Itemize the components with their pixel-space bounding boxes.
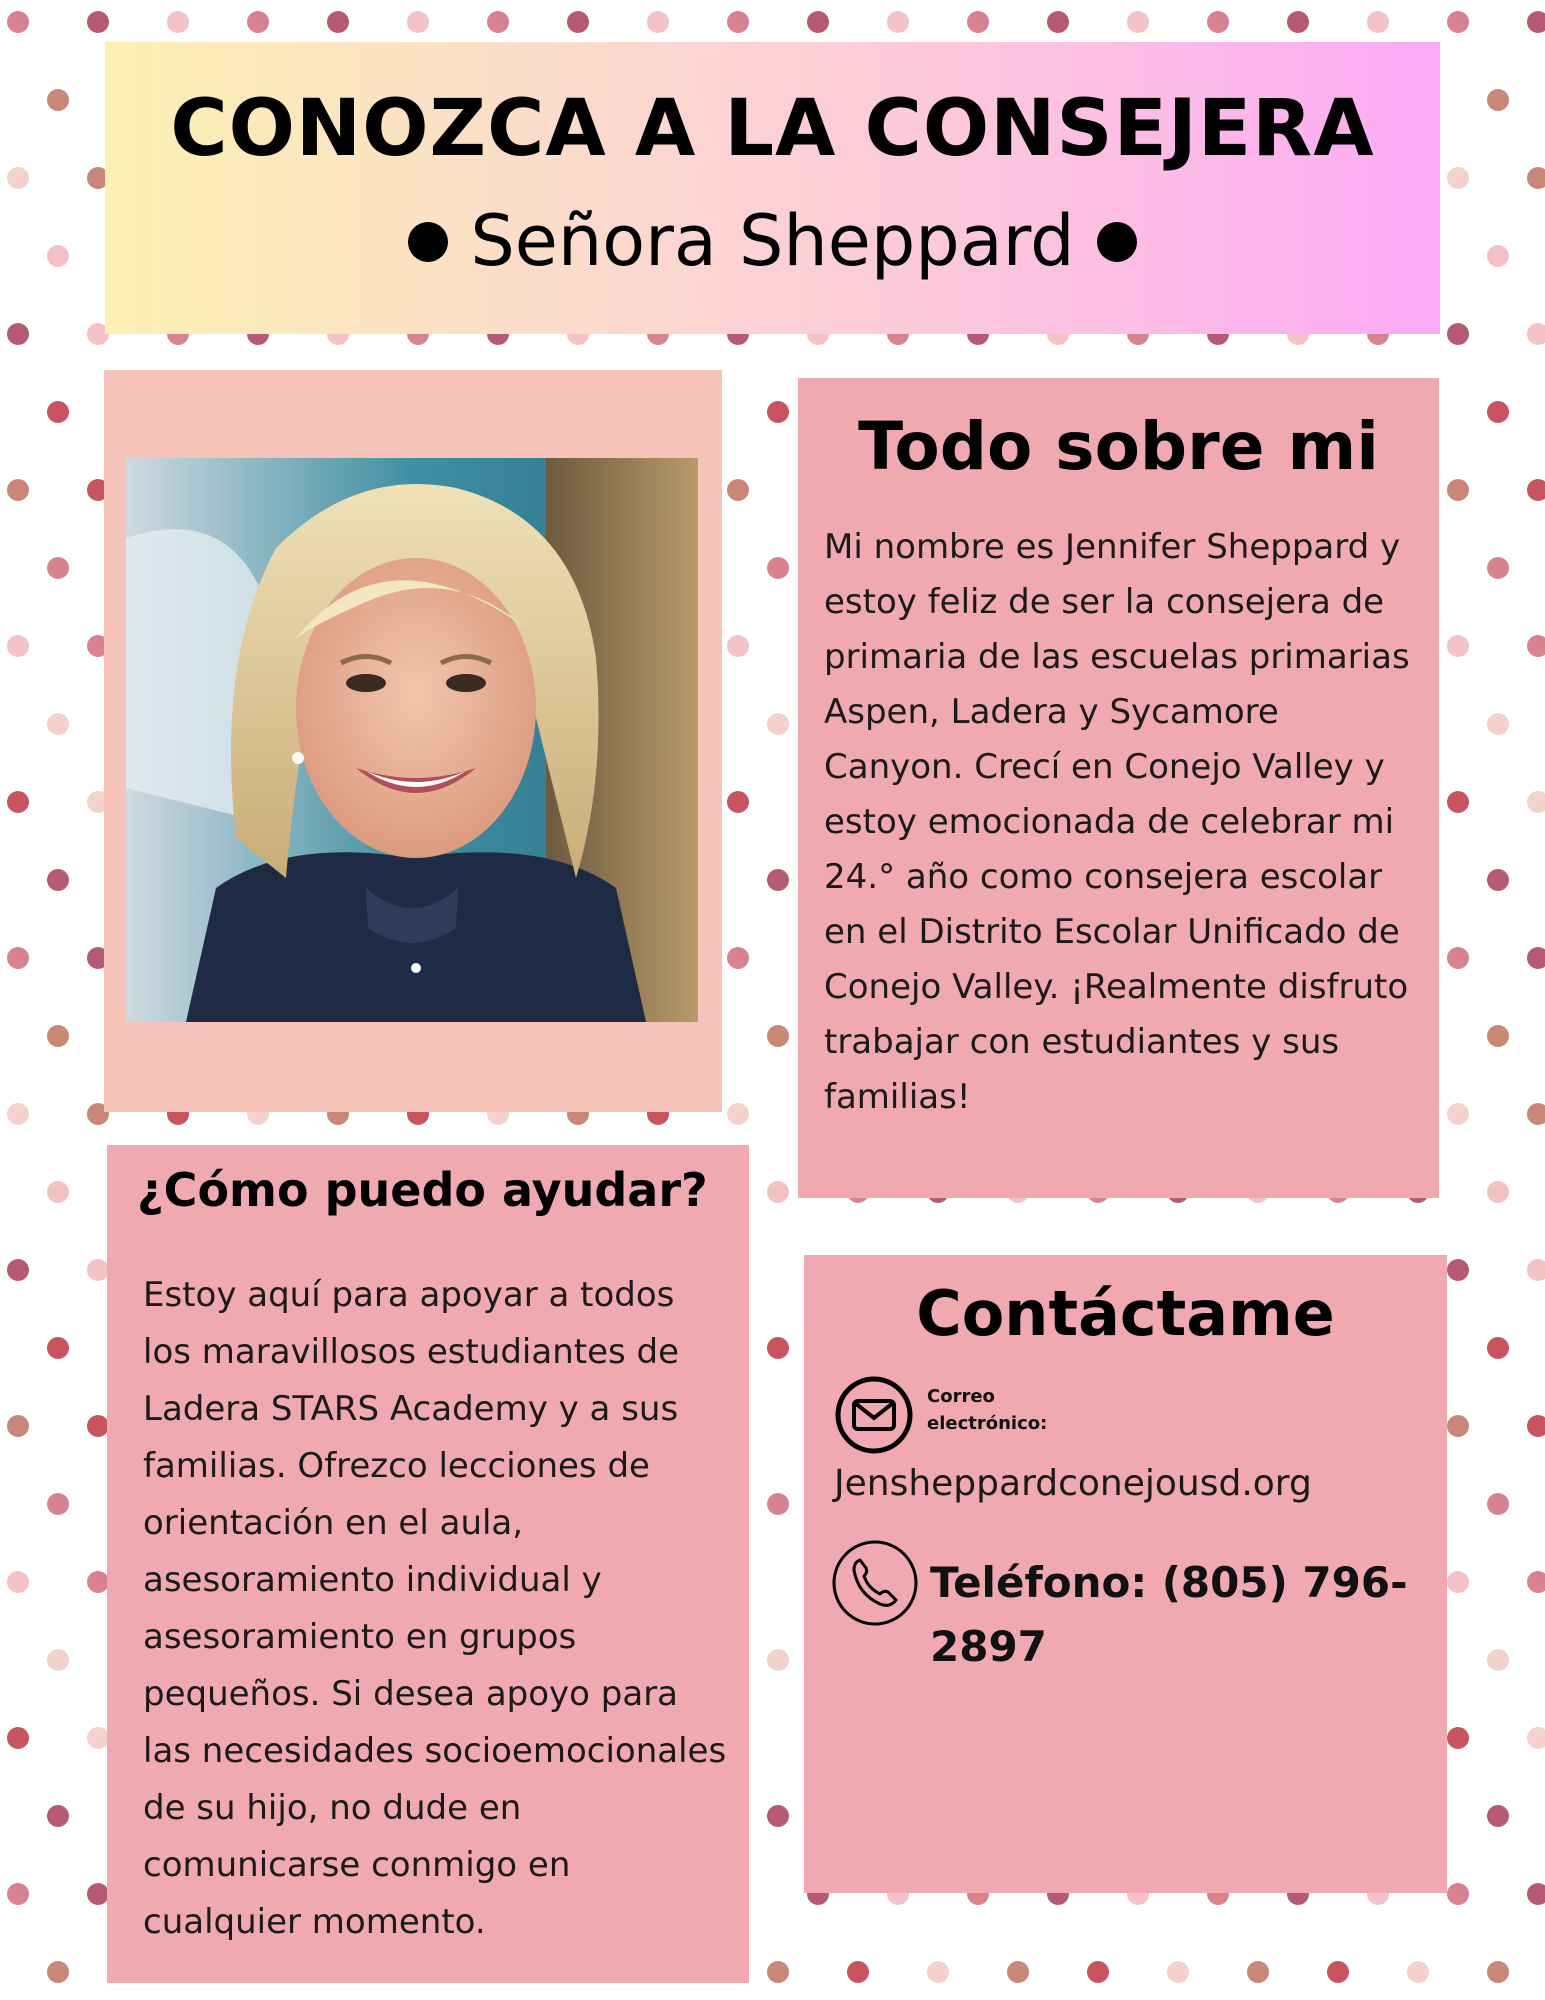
polka-dot [767, 1493, 789, 1515]
bullet-left-icon [408, 222, 448, 262]
polka-dot [1167, 1961, 1189, 1983]
polka-dot [47, 713, 69, 735]
polka-dot [767, 1337, 789, 1359]
photo-frame [104, 370, 722, 1112]
polka-dot [927, 1961, 949, 1983]
polka-dot [1527, 791, 1545, 813]
polka-dot [7, 323, 29, 345]
polka-dot [407, 11, 429, 33]
polka-dot [47, 245, 69, 267]
polka-dot [1527, 1727, 1545, 1749]
polka-dot [1447, 323, 1469, 345]
polka-dot [1487, 869, 1509, 891]
polka-dot [1487, 557, 1509, 579]
polka-dot [7, 791, 29, 813]
polka-dot [1487, 1181, 1509, 1203]
polka-dot [1407, 1961, 1429, 1983]
about-heading: Todo sobre mi [858, 408, 1379, 485]
polka-dot [327, 11, 349, 33]
polka-dot [767, 1649, 789, 1671]
polka-dot [1487, 245, 1509, 267]
polka-dot [47, 1337, 69, 1359]
polka-dot [1487, 1493, 1509, 1515]
polka-dot [167, 11, 189, 33]
counselor-name: Señora Sheppard [470, 200, 1075, 282]
polka-dot [767, 1961, 789, 1983]
polka-dot [1367, 11, 1389, 33]
polka-dot [1047, 11, 1069, 33]
polka-dot [7, 167, 29, 189]
polka-dot [7, 947, 29, 969]
polka-dot [47, 1493, 69, 1515]
bullet-right-icon [1097, 222, 1137, 262]
polka-dot [487, 11, 509, 33]
polka-dot [767, 1025, 789, 1047]
subtitle-row [105, 200, 1440, 282]
portrait-illustration [126, 458, 698, 1022]
about-body: Mi nombre es Jennifer Sheppard y estoy feliz de ser la consejera de primaria de las escuelas primarias Aspen, Ladera y Sycamore Canyon. Crecí en Conejo Valley y estoy emocionada de celebrar mi 24.° año como consejera escolar en el Distrito Escolar Unificado de Conejo Valley. ¡Realmente disfruto trabajar con estudiantes y sus familias! [824, 527, 1410, 1117]
polka-dot [47, 1181, 69, 1203]
polka-dot [1447, 1259, 1469, 1281]
polka-dot [7, 479, 29, 501]
polka-dot [767, 1181, 789, 1203]
polka-dot [727, 479, 749, 501]
polka-dot [7, 635, 29, 657]
page-title: CONOZCA A LA CONSEJERA [170, 84, 1375, 174]
polka-dot [1527, 1415, 1545, 1437]
about-me-panel [798, 378, 1439, 1198]
polka-dot [47, 1025, 69, 1047]
help-heading: ¿Cómo puedo ayudar? [137, 1163, 708, 1217]
phone-icon [830, 1538, 920, 1628]
email-address[interactable]: Jensheppardconejousd.org [834, 1463, 1312, 1504]
portrait-photo [126, 458, 698, 1022]
polka-dot [1207, 11, 1229, 33]
polka-dot [47, 1649, 69, 1671]
polka-dot [1007, 1961, 1029, 1983]
polka-dot [1487, 1649, 1509, 1671]
polka-dot [1487, 1805, 1509, 1827]
polka-dot [1487, 713, 1509, 735]
polka-dot [767, 557, 789, 579]
polka-dot [1447, 1727, 1469, 1749]
polka-dot [1447, 1415, 1469, 1437]
polka-dot [1487, 1025, 1509, 1047]
polka-dot [1527, 635, 1545, 657]
polka-dot [1527, 1103, 1545, 1125]
polka-dot [87, 1415, 109, 1437]
polka-dot [7, 1415, 29, 1437]
polka-dot [1487, 401, 1509, 423]
polka-dot [47, 1961, 69, 1983]
polka-dot [87, 11, 109, 33]
polka-dot [1527, 323, 1545, 345]
polka-dot [767, 869, 789, 891]
polka-dot [847, 1961, 869, 1983]
polka-dot [727, 1103, 749, 1125]
polka-dot [1527, 1259, 1545, 1281]
polka-dot [1447, 791, 1469, 813]
polka-dot [727, 791, 749, 813]
polka-dot [1087, 1961, 1109, 1983]
polka-dot [967, 11, 989, 33]
polka-dot [87, 1883, 109, 1905]
polka-dot [7, 1259, 29, 1281]
polka-dot [727, 947, 749, 969]
polka-dot [1527, 11, 1545, 33]
polka-dot [1527, 167, 1545, 189]
polka-dot [767, 1805, 789, 1827]
header-banner [105, 42, 1440, 334]
polka-dot [567, 11, 589, 33]
polka-dot [767, 713, 789, 735]
polka-dot [647, 11, 669, 33]
polka-dot [1527, 479, 1545, 501]
polka-dot [1447, 479, 1469, 501]
polka-dot [1447, 167, 1469, 189]
polka-dot [87, 1727, 109, 1749]
polka-dot [1447, 635, 1469, 657]
polka-dot [7, 11, 29, 33]
polka-dot [7, 1571, 29, 1593]
polka-dot [47, 557, 69, 579]
polka-dot [7, 1883, 29, 1905]
polka-dot [887, 11, 909, 33]
polka-dot [1447, 1883, 1469, 1905]
polka-dot [1127, 11, 1149, 33]
polka-dot [727, 635, 749, 657]
polka-dot [1287, 11, 1309, 33]
polka-dot [87, 1259, 109, 1281]
polka-dot [47, 401, 69, 423]
polka-dot [1487, 1961, 1509, 1983]
polka-dot [7, 1727, 29, 1749]
help-body: Estoy aquí para apoyar a todos los maravillosos estudiantes de Ladera STARS Academy y a sus familias. Ofrezco lecciones de orientación en el aula, asesoramiento individual y asesoramiento en grupos pequeños. Si desea apoyo para las necesidades socioemocionales de su hijo, no dude en comunicarse conmigo en cualquier momento. [143, 1275, 727, 1942]
polka-dot [1327, 1961, 1349, 1983]
email-label: Correo electrónico: [927, 1386, 1048, 1434]
contact-heading: Contáctame [916, 1277, 1335, 1350]
polka-dot [1527, 1883, 1545, 1905]
polka-dot [1527, 1571, 1545, 1593]
polka-dot [1487, 1337, 1509, 1359]
polka-dot [47, 89, 69, 111]
polka-dot [47, 1805, 69, 1827]
email-icon [834, 1375, 914, 1455]
how-can-i-help-panel [107, 1145, 749, 1983]
polka-dot [1447, 947, 1469, 969]
polka-dot [1447, 1571, 1469, 1593]
polka-dot [1447, 1103, 1469, 1125]
polka-dot [247, 11, 269, 33]
polka-dot [807, 11, 829, 33]
polka-dot [1487, 89, 1509, 111]
polka-dot [87, 1571, 109, 1593]
polka-dot [47, 869, 69, 891]
polka-dot [7, 1103, 29, 1125]
polka-dot [1447, 11, 1469, 33]
polka-dot [767, 401, 789, 423]
phone-number[interactable]: Teléfono: (805) 796-2897 [930, 1558, 1408, 1671]
polka-dot [1247, 1961, 1269, 1983]
polka-dot [1527, 947, 1545, 969]
polka-dot [727, 11, 749, 33]
contact-panel [804, 1255, 1447, 1893]
